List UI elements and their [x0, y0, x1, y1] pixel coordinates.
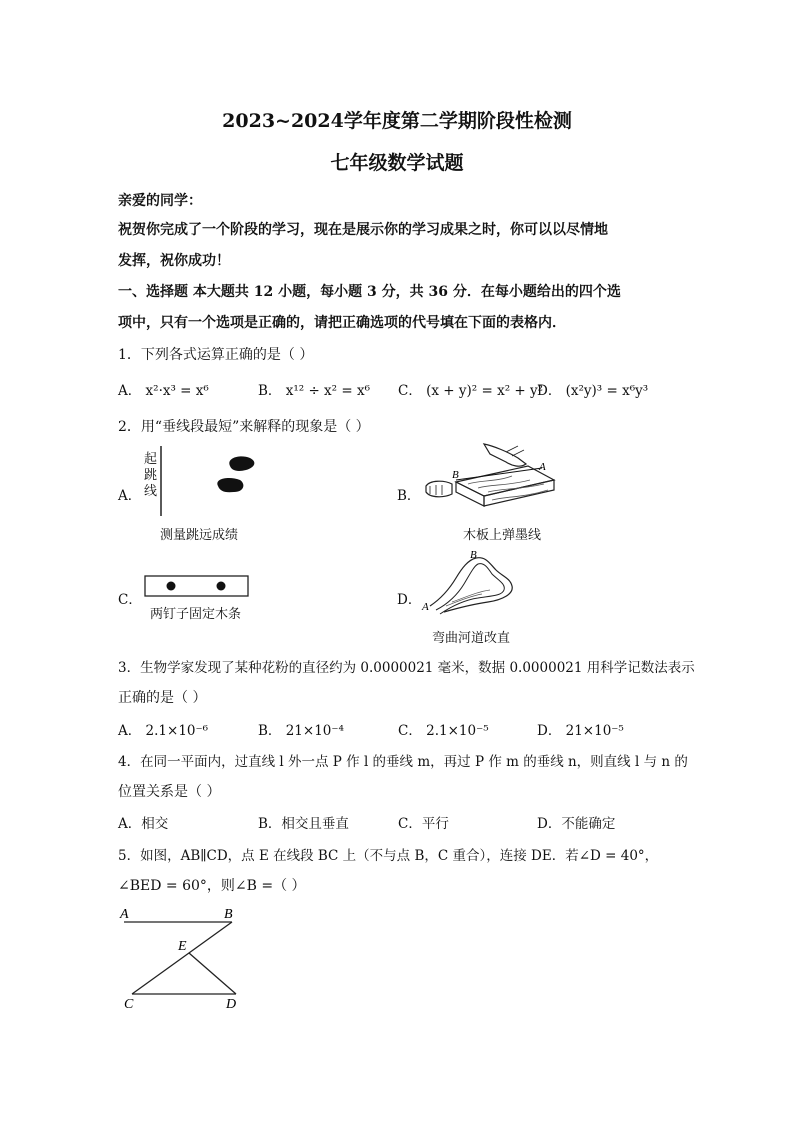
q2-d-point-b: B	[470, 549, 477, 561]
q2-c-nails-figure	[143, 574, 251, 600]
footprint-shape-1	[229, 456, 254, 471]
intro-line-1: 祝贺你完成了一个阶段的学习，现在是展示你的学习成果之时，你可以以尽情地	[118, 222, 608, 238]
q2-b-plank-figure	[418, 442, 560, 520]
q4-stem-line-1: 4．在同一平面内，过直线 l 外一点 P 作 l 的垂线 m，再过 P 作 m 的垂线 n，则直线 l 与 n 的	[118, 754, 688, 770]
q2-d-caption: 弯曲河道改直	[432, 631, 511, 646]
q5-stem-line-1: 5．如图，AB∥CD，点 E 在线段 BC 上（不与点 B，C 重合），连接 DE．若∠D = 40°，	[118, 848, 659, 864]
q2-a-takeoff-text	[144, 452, 158, 500]
q3-option-c[interactable]: C． 2.1×10⁻⁵	[398, 723, 489, 739]
q4-option-c[interactable]: C．平行	[398, 816, 449, 832]
q2-b-caption: 木板上弹墨线	[463, 528, 542, 543]
segment-bc	[132, 922, 232, 994]
q2-c-caption: 两钉子固定木条	[150, 607, 242, 622]
point-label-d: D	[226, 997, 237, 1012]
q2-option-c-label[interactable]: C．	[118, 592, 142, 608]
q1-option-d[interactable]: D． (x²y)³ = x⁶y³	[537, 383, 649, 399]
exam-title: 2023~2024学年度第二学期阶段性检测	[222, 110, 572, 132]
point-label-e: E	[178, 939, 187, 954]
exam-subtitle: 七年级数学试题	[330, 152, 464, 174]
q2-a-vertical-char-2: 跳	[144, 468, 158, 483]
q2-a-caption: 测量跳远成绩	[160, 528, 239, 543]
q5-stem-line-2: ∠BED = 60°，则∠B =（ ）	[118, 878, 306, 894]
point-label-c: C	[124, 997, 134, 1012]
q4-option-a[interactable]: A．相交	[118, 816, 169, 832]
q2-a-long-jump-figure	[158, 444, 268, 520]
q2-option-b-label[interactable]: B．	[397, 488, 421, 504]
q2-a-vertical-char-1: 起	[144, 452, 158, 467]
q3-stem-line-2: 正确的是（ ）	[118, 690, 207, 706]
section-1-line-1: 一、选择题 本大题共 12 小题，每小题 3 分，共 36 分．在每小题给出的四个选	[118, 284, 621, 300]
q1-option-b[interactable]: B． x¹² ÷ x² = x⁶	[258, 383, 370, 399]
q1-option-c[interactable]: C． (x + y)² = x² + y²	[398, 383, 544, 399]
point-label-b: B	[224, 907, 233, 922]
section-1-line-2: 项中，只有一个选项是正确的，请把正确选项的代号填在下面的表格内．	[118, 315, 566, 331]
q2-a-vertical-char-3: 线	[144, 484, 158, 499]
q2-d-river-figure	[416, 548, 528, 622]
q1-option-a[interactable]: A． x²·x³ = x⁶	[118, 383, 209, 399]
point-label-a: A	[120, 907, 129, 922]
q2-option-d-label[interactable]: D．	[397, 592, 422, 608]
q3-option-d[interactable]: D． 21×10⁻⁵	[537, 723, 624, 739]
intro-line-2: 发挥，祝你成功！	[118, 253, 230, 269]
greeting: 亲爱的同学：	[118, 193, 202, 209]
q2-stem: 2．用“垂线段最短”来解释的现象是（ ）	[118, 419, 370, 435]
footprint-shape-2	[217, 478, 243, 492]
q2-d-point-a: A	[422, 601, 429, 613]
nail-dot-1	[167, 582, 176, 591]
nail-dot-2	[217, 582, 226, 591]
q4-option-b[interactable]: B．相交且垂直	[258, 816, 349, 832]
q2-option-a-label[interactable]: A．	[118, 488, 142, 504]
segment-ed	[189, 953, 236, 994]
q2-b-point-a: A	[539, 461, 546, 473]
q3-option-b[interactable]: B． 21×10⁻⁴	[258, 723, 344, 739]
q2-b-point-b: B	[452, 469, 459, 481]
q4-stem-line-2: 位置关系是（ ）	[118, 784, 221, 800]
q3-option-a[interactable]: A． 2.1×10⁻⁶	[118, 723, 209, 739]
q3-stem-line-1: 3．生物学家发现了某种花粉的直径约为 0.0000021 毫米，数据 0.0000021 用科学记数法表示	[118, 660, 695, 676]
q5-geometry-figure	[112, 902, 252, 1014]
q4-option-d[interactable]: D．不能确定	[537, 816, 616, 832]
q1-stem: 1．下列各式运算正确的是（ ）	[118, 347, 314, 363]
